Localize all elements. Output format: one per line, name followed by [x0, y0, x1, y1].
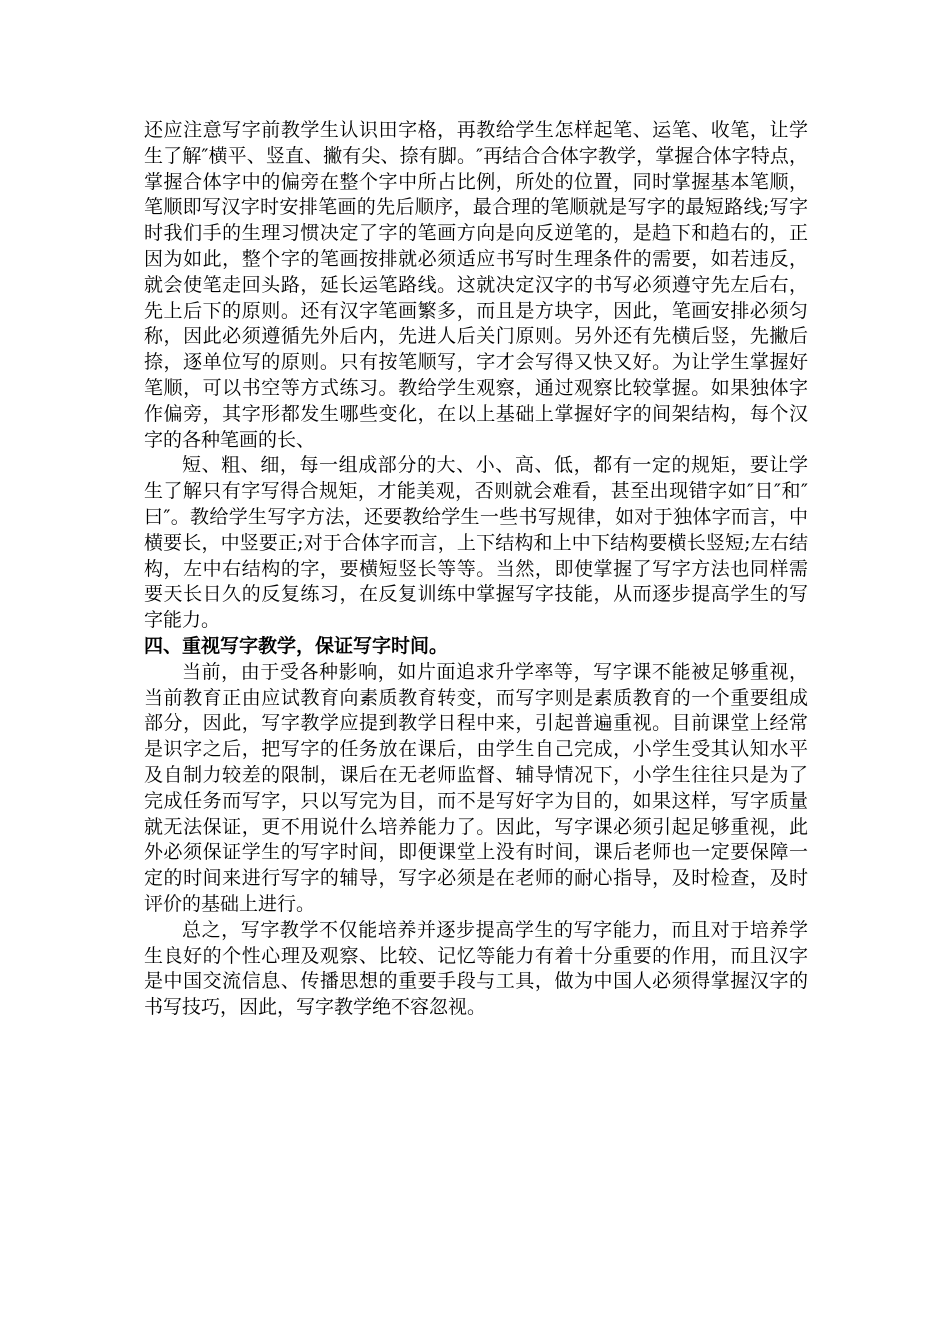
paragraph-writing-rules: 短、粗、细，每一组成部分的大、小、高、低，都有一定的规矩，要让学生了解只有字写得合规矩，才能美观，否则就会难看，甚至出现错字如″日″和″曰″。教给学生写字方法，还要教给学生一些书写规律，如对于独体字而言，中横要长，中竖要正;对于合体字而言，上下结构和上中下结构要横长竖短;左右结构，左中右结构的字，要横短竖长等等。当然，即使掌握了写字方法也同样需要天长日久的反复练习，在反复训练中掌握写字技能，从而逐步提高学生的写字能力。: [144, 454, 808, 632]
paragraph-conclusion: 总之，写字教学不仅能培养并逐步提高学生的写字能力，而且对于培养学生良好的个性心理及观察、比较、记忆等能力有着十分重要的作用，而且汉字是中国交流信息、传播思想的重要手段与工具，做为中国人必须得掌握汉字的书写技巧，因此，写字教学绝不容忽视。: [144, 918, 808, 1019]
paragraph-writing-time: 当前，由于受各种影响，如片面追求升学率等，写字课不能被足够重视，当前教育正由应试教育向素质教育转变，而写字则是素质教育的一个重要组成部分，因此，写字教学应提到教学日程中来，引起普遍重视。目前课堂上经常是识字之后，把写字的任务放在课后，由学生自己完成，小学生受其认知水平及自制力较差的限制，课后在无老师监督、辅导情况下，小学生往往只是为了完成任务而写字，只以写完为目，而不是写好字为目的，如果这样，写字质量就无法保证，更不用说什么培养能力了。因此，写字课必须引起足够重视，此外必须保证学生的写字时间，即便课堂上没有时间，课后老师也一定要保障一定的时间来进行写字的辅导，写字必须是在老师的耐心指导，及时检查，及时评价的基础上进行。: [144, 660, 808, 915]
section-heading: 四、重视写字教学，保证写字时间。: [144, 634, 449, 657]
document-page: [144, 118, 808, 1021]
paragraph-stroke-order: 还应注意写字前教学生认识田字格，再教给学生怎样起笔、运笔、收笔，让学生了解″横平、竖直、撇有尖、捺有脚。″再结合合体字教学，掌握合体字特点，掌握合体字中的偏旁在整个字中所占比例，所处的位置，同时掌握基本笔顺，笔顺即写汉字时安排笔画的先后顺序，最合理的笔顺就是写字的最短路线;写字时我们手的生理习惯决定了字的笔画方向是向反逆笔的，是趋下和趋右的，正因为如此，整个字的笔画按排就必须适应书写时生理条件的需要，如若违反，就会使笔走回头路，延长运笔路线。这就决定汉字的书写必须遵守先左后右，先上后下的原则。还有汉字笔画繁多，而且是方块字，因此，笔画安排必须匀称，因此必须遵循先外后内，先进人后关门原则。另外还有先横后竖，先撇后捺，逐单位写的原则。只有按笔顺写，字才会写得又快又好。为让学生掌握好笔顺，可以书空等方式练习。教给学生观察，通过观察比较掌握。如果独体字作偏旁，其字形都发生哪些变化，在以上基础上掌握好字的间架结构，每个汉字的各种笔画的长、: [144, 119, 808, 451]
